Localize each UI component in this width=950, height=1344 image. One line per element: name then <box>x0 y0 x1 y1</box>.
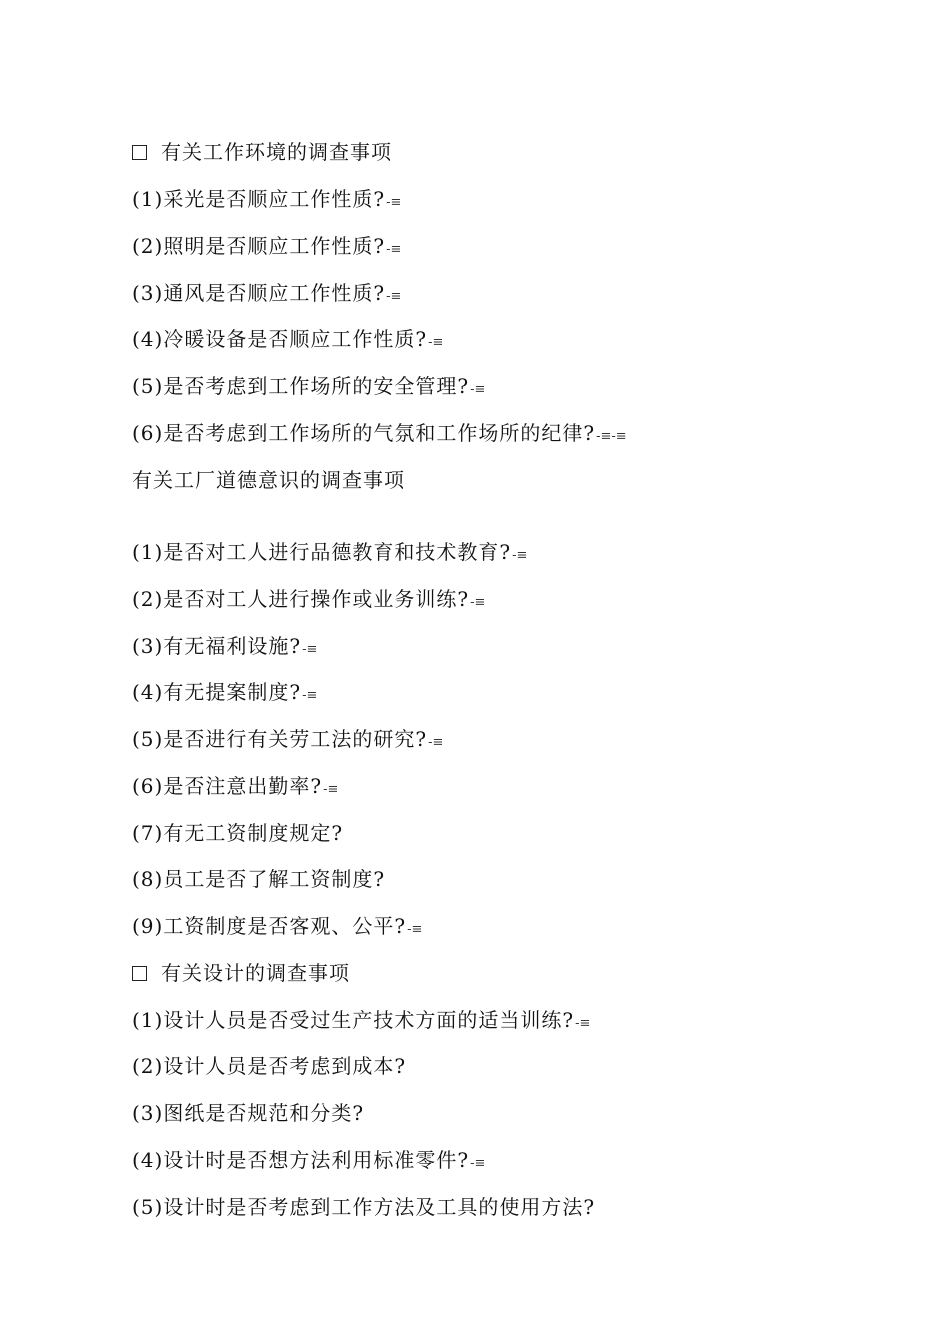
list-item: (7)有无工资制度规定? <box>132 821 344 845</box>
revision-mark: -≡ <box>428 735 444 750</box>
list-item: (4)有无提案制度?-≡ <box>132 680 318 704</box>
revision-mark: -≡ <box>386 195 402 210</box>
list-item: (5)是否进行有关劳工法的研究?-≡ <box>132 727 444 751</box>
list-item: (5)是否考虑到工作场所的安全管理?-≡ <box>132 374 486 398</box>
revision-mark: -≡ <box>470 595 486 610</box>
revision-mark: -≡ <box>386 242 402 257</box>
list-item: (2)照明是否顺应工作性质?-≡ <box>132 234 402 258</box>
list-item: (3)通风是否顺应工作性质?-≡ <box>132 281 402 305</box>
list-item: (8)员工是否了解工资制度? <box>132 867 386 891</box>
list-item: (9)工资制度是否客观、公平?-≡ <box>132 914 423 938</box>
revision-mark: -≡ <box>323 782 339 797</box>
revision-mark: -≡ <box>575 1016 591 1031</box>
section-heading-factory-morale: 有关工厂道德意识的调查事项 <box>132 468 405 492</box>
list-item: (6)是否考虑到工作场所的气氛和工作场所的纪律?-≡-≡ <box>132 421 627 445</box>
revision-mark: -≡ <box>302 688 318 703</box>
checkbox-icon <box>132 966 147 981</box>
list-item: (3)图纸是否规范和分类? <box>132 1101 365 1125</box>
revision-mark: -≡ <box>428 335 444 350</box>
list-item: (5)设计时是否考虑到工作方法及工具的使用方法? <box>132 1195 596 1219</box>
revision-mark: -≡ <box>302 642 318 657</box>
list-item: (1)设计人员是否受过生产技术方面的适当训练?-≡ <box>132 1008 591 1032</box>
list-item: (2)是否对工人进行操作或业务训练?-≡ <box>132 587 486 611</box>
revision-mark: -≡ <box>386 289 402 304</box>
list-item: (2)设计人员是否考虑到成本? <box>132 1054 407 1078</box>
list-item: (4)设计时是否想方法利用标准零件?-≡ <box>132 1148 486 1172</box>
list-item: (1)是否对工人进行品德教育和技术教育?-≡ <box>132 540 528 564</box>
list-item: (3)有无福利设施?-≡ <box>132 634 318 658</box>
heading-text: 有关设计的调查事项 <box>161 961 350 985</box>
revision-mark: -≡ <box>470 1156 486 1171</box>
revision-mark: -≡ <box>512 548 528 563</box>
revision-mark: -≡-≡ <box>596 429 627 444</box>
section-heading-design <box>132 959 350 987</box>
heading-text: 有关工作环境的调查事项 <box>161 140 392 164</box>
revision-mark: -≡ <box>407 922 423 937</box>
list-item: (4)冷暖设备是否顺应工作性质?-≡ <box>132 327 444 351</box>
list-item: (1)采光是否顺应工作性质?-≡ <box>132 187 402 211</box>
list-item: (6)是否注意出勤率?-≡ <box>132 774 339 798</box>
section-heading-work-environment <box>132 138 392 166</box>
checkbox-icon <box>132 145 147 160</box>
revision-mark: -≡ <box>470 382 486 397</box>
